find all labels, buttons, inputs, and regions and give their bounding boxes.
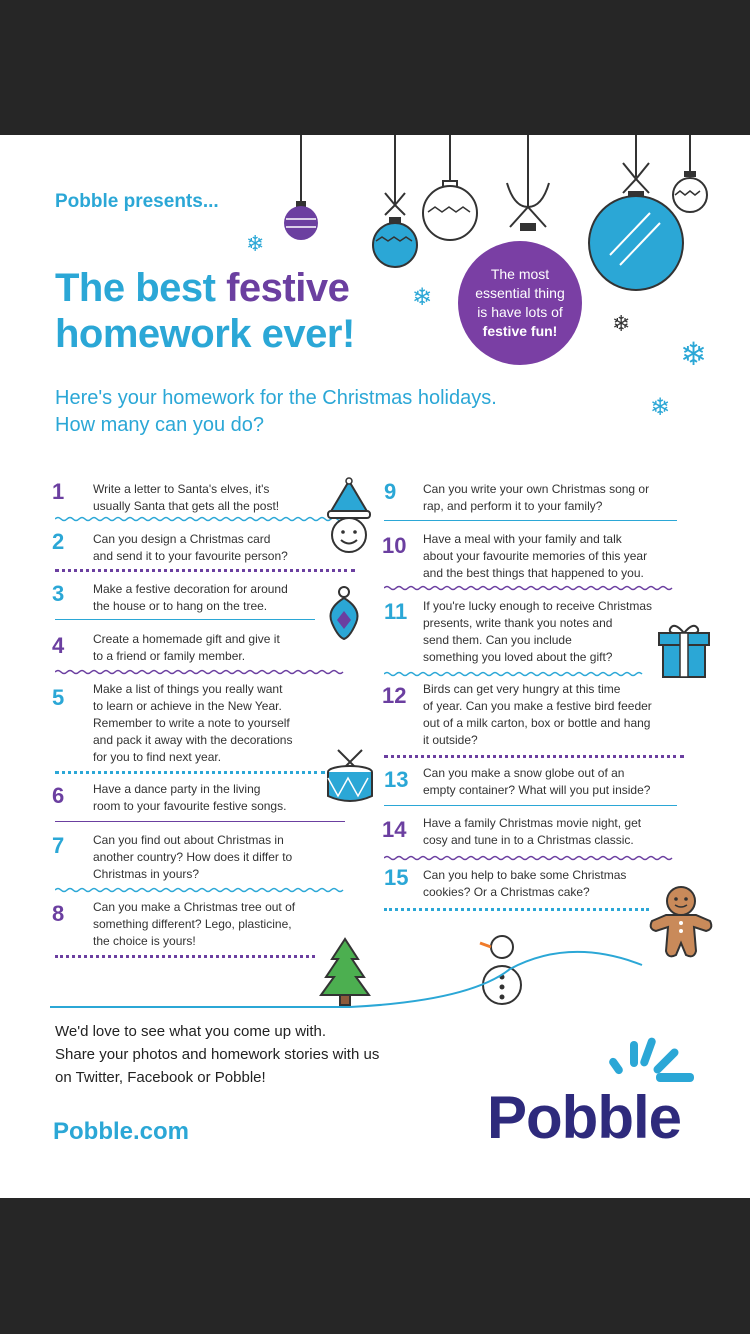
task-text: Can you write your own Christmas song or rap, and perform it to your family? bbox=[423, 482, 650, 513]
task-text: Make a festive decoration for around the house or to hang on the tree. bbox=[93, 582, 288, 613]
task-number: 11 bbox=[384, 599, 408, 624]
task-text: Have a meal with your family and talk about your favourite memories of this year and the best things that happened to you. bbox=[423, 532, 648, 580]
snowflake-icon: ❄ bbox=[246, 231, 265, 256]
task-number: 1 bbox=[52, 479, 65, 504]
snowflake-icon: ❄ bbox=[412, 284, 433, 311]
task-number: 4 bbox=[52, 633, 65, 658]
task-text: Create a homemade gift and give it to a friend or family member. bbox=[93, 632, 280, 663]
ornament-icon bbox=[589, 135, 683, 290]
intro-text: Here's your homework for the Christmas holidays. How many can you do? bbox=[55, 387, 497, 436]
divider bbox=[55, 569, 355, 572]
snowflake-icon: ❄ bbox=[650, 394, 671, 421]
fun-bubble: The most essential thing is have lots of festive fun! bbox=[458, 241, 582, 365]
divider bbox=[55, 516, 345, 522]
snowflake-icon: ❄ bbox=[612, 311, 631, 336]
ornament-icon bbox=[673, 135, 707, 212]
task-text: Have a dance party in the living room to your favourite festive songs. bbox=[93, 782, 287, 813]
snow-hill bbox=[50, 935, 650, 1015]
presents-label: Pobble presents... bbox=[55, 191, 219, 212]
divider bbox=[384, 671, 644, 677]
divider bbox=[55, 887, 345, 893]
gift-icon bbox=[656, 619, 712, 679]
task-number: 9 bbox=[384, 479, 397, 504]
task-number: 3 bbox=[52, 581, 65, 606]
divider bbox=[55, 771, 325, 774]
website-link[interactable]: Pobble.com bbox=[53, 1118, 190, 1145]
footer-message: We'd love to see what you come up with. Share your photos and homework stories with us on Twitter, Facebook or Pobble! bbox=[55, 1023, 380, 1086]
task-number: 12 bbox=[382, 683, 407, 708]
ornament-icon bbox=[507, 135, 549, 231]
homework-poster bbox=[0, 135, 750, 1198]
task-text: Can you find out about Christmas in another country? How does it differ to Christmas in yours? bbox=[93, 833, 293, 881]
task-number: 2 bbox=[52, 529, 65, 554]
task-text: Write a letter to Santa's elves, it's usually Santa that gets all the post! bbox=[93, 482, 280, 513]
snowflake-icon: ❄ bbox=[680, 336, 707, 372]
task-number: 13 bbox=[384, 767, 409, 792]
divider bbox=[55, 669, 345, 675]
divider bbox=[384, 855, 674, 861]
divider bbox=[384, 520, 677, 521]
task-text: If you're lucky enough to receive Christmas presents, write thank you notes and send them. Can you include something you loved about the gift? bbox=[423, 599, 653, 664]
pobble-logo: Pobble bbox=[487, 1084, 682, 1151]
task-number: 6 bbox=[52, 783, 65, 808]
task-text: Can you design a Christmas card and send it to your favourite person? bbox=[93, 532, 288, 563]
task-text: Can you make a Christmas tree out of something different? Lego, plasticine, the choice is yours! bbox=[93, 900, 296, 948]
elf-icon bbox=[322, 477, 376, 557]
task-number: 5 bbox=[52, 685, 65, 710]
task-number: 10 bbox=[382, 533, 407, 558]
task-text: Make a list of things you really want to learn or achieve in the New Year. Remember to write a note to yourself and pack it away with the decorations for you to find next year. bbox=[93, 682, 293, 764]
page-title: The best festive homework ever! bbox=[55, 266, 355, 356]
ornament-icon bbox=[373, 135, 417, 267]
task-number: 15 bbox=[384, 865, 409, 890]
task-text: Have a family Christmas movie night, get cosy and tune in to a Christmas classic. bbox=[423, 816, 642, 847]
ornament-icon bbox=[326, 585, 362, 641]
task-text: Can you make a snow globe out of an empty container? What will you put inside? bbox=[423, 766, 651, 797]
task-number: 7 bbox=[52, 833, 65, 858]
divider bbox=[384, 908, 649, 911]
divider bbox=[384, 755, 684, 758]
divider bbox=[384, 805, 677, 806]
ornament-icon bbox=[423, 135, 477, 240]
task-text: Can you help to bake some Christmas cookies? Or a Christmas cake? bbox=[423, 868, 627, 899]
divider bbox=[55, 821, 345, 822]
ornament-icon bbox=[284, 135, 318, 240]
task-text: Birds can get very hungry at this time of year. Can you make a festive bird feeder out of a milk carton, box or bottle and hang it outside? bbox=[423, 682, 652, 747]
drum-icon bbox=[324, 748, 376, 804]
gingerbread-icon bbox=[646, 885, 716, 961]
task-number: 8 bbox=[52, 901, 65, 926]
divider bbox=[55, 619, 315, 620]
task-number: 14 bbox=[382, 817, 407, 842]
divider bbox=[384, 585, 674, 591]
